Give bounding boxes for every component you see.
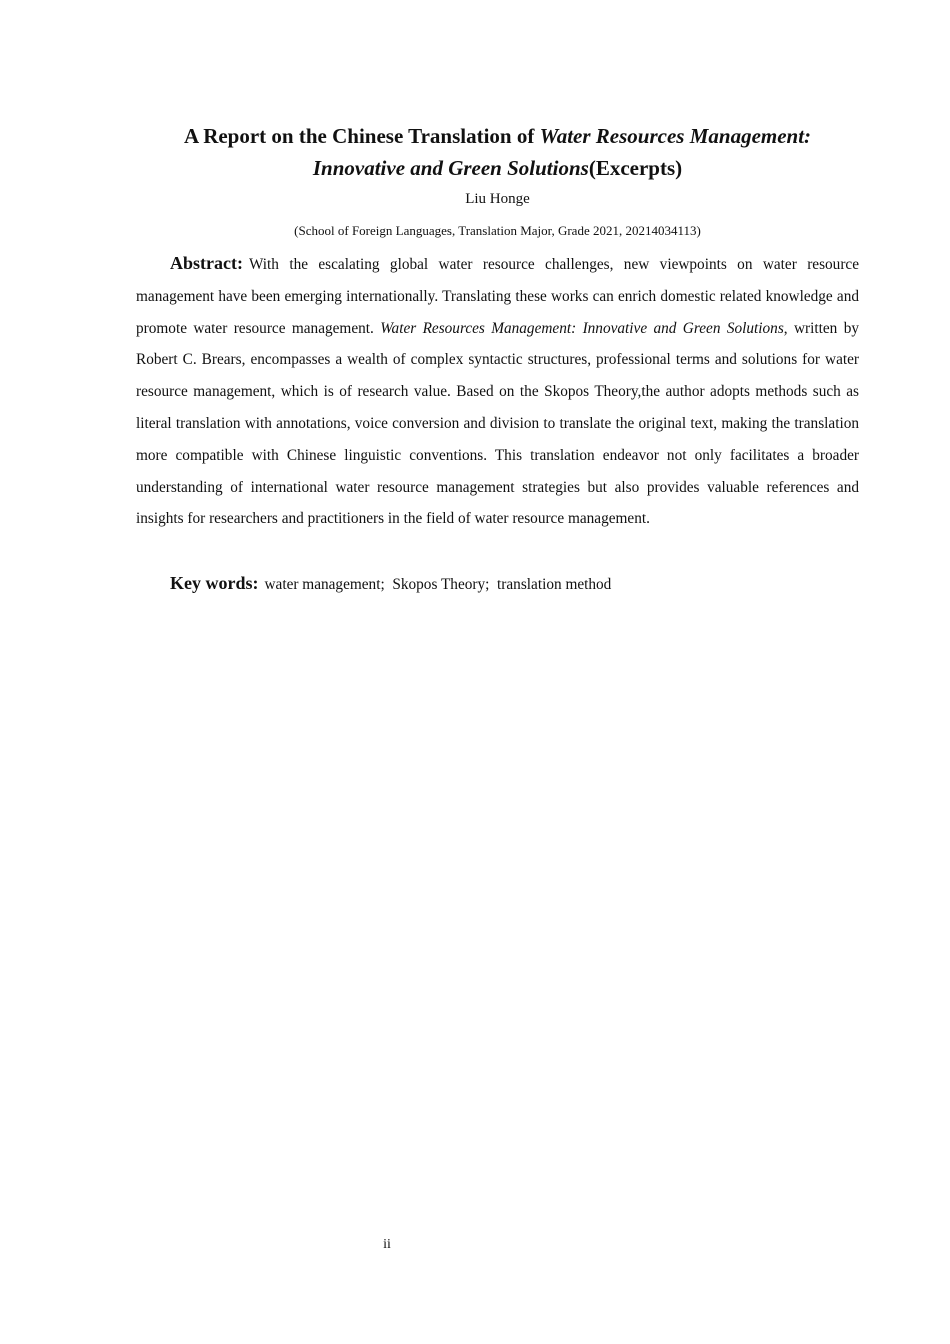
keyword-separator: ;	[485, 576, 498, 593]
keyword-item: translation method	[497, 576, 612, 593]
keywords-label: Key words:	[170, 573, 259, 593]
author-name: Liu Honge	[465, 191, 530, 207]
abstract-label: Abstract:	[170, 253, 243, 273]
title-suffix: (Excerpts)	[588, 156, 683, 180]
abstract-paragraph	[136, 248, 859, 535]
title-italic-line2: Innovative and Green Solutions	[312, 156, 589, 180]
abstract-italic-title: Water Resources Management: Innovative and Green Solutions	[380, 319, 784, 337]
keyword-item: water management	[264, 576, 381, 593]
report-title	[136, 120, 859, 184]
page-number: ii	[383, 1237, 391, 1252]
keyword-item: Skopos Theory	[392, 576, 486, 593]
author-affiliation: (School of Foreign Languages, Translation Major, Grade 2021, 20214034113)	[294, 223, 701, 238]
title-part1: A Report on the Chinese Translation of	[183, 124, 540, 148]
keywords-line	[136, 569, 859, 599]
title-italic-line1: Water Resources Management:	[539, 124, 812, 148]
abstract-text-part1: With the escalating global water resource challenges, new viewpoints on water resource management have been emerging internationally. Translating these works can enrich domestic related knowledge and promote water resource management.	[136, 256, 859, 337]
keyword-separator: ;	[380, 576, 393, 593]
abstract-text-part2: , written by Robert C. Brears, encompasses a wealth of complex syntactic structures, professional terms and solutions for water resource management, which is of research value. Based on the Skopos Theory,the author adopts methods such as literal translation with annotations, voice conversion and division to translate the original text, making the translation more compatible with Chinese linguistic conventions. This translation endeavor not only facilitates a broader understanding of international water resource management strategies but also provides valuable references and insights for researchers and practitioners in the field of water resource management.	[136, 319, 859, 528]
